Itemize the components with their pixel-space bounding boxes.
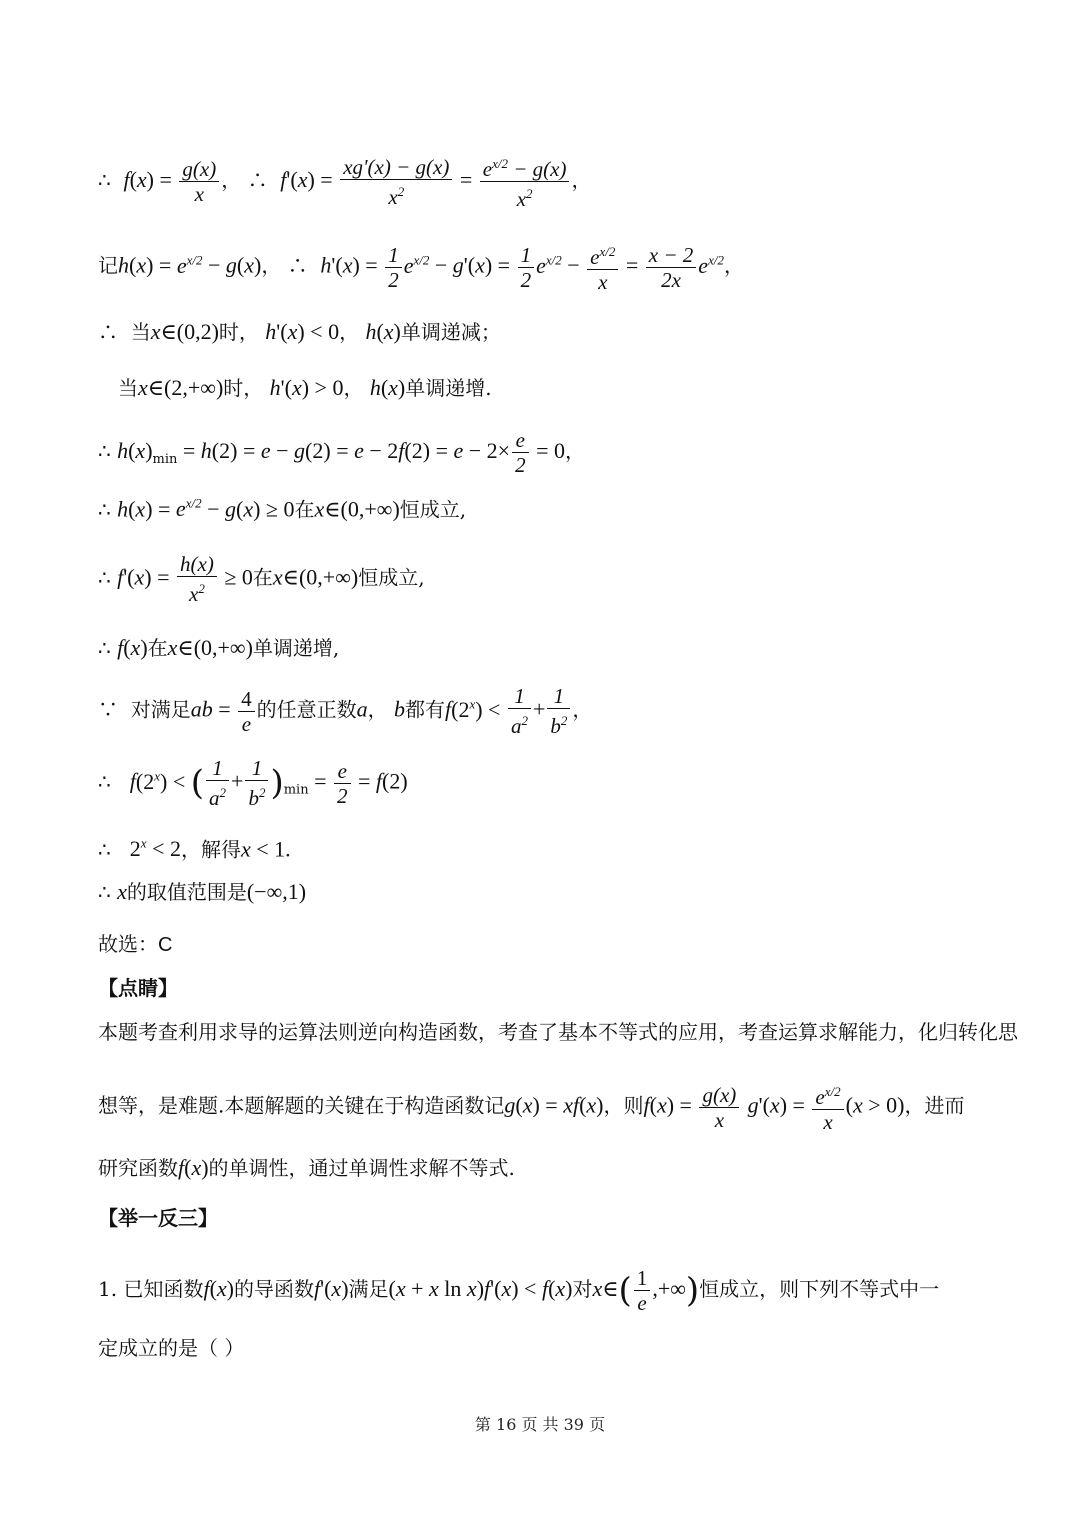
dianjing-text-line-3: 研究函数f(x)的单调性，通过单调性求解不等式. <box>98 1155 515 1180</box>
juyi-heading: 【举一反三】 <box>98 1206 218 1230</box>
solution-line-4: 当x∈(2,+∞)时， h'(x) > 0， h(x)单调递增. <box>118 375 492 400</box>
solution-line-9: ∵ 对满足ab = $\frac{4}{e}$ 的任意正数a， b都有$f(2^x)$ < $\frac{1}{a^2}$ + $\frac{1}{b^2}$ ， <box>98 684 593 738</box>
solution-line-2: 记$h(x) = e^{x/2} - g(x)$， ∴ h'(x) = $\frac{1}{2}$ $e^{x/2} - g'(x)$ = $\frac{1}{2}$ $e^{x/2}$ − $\frac{e^{x/2}}{x}$ = $\frac{x - 2}{2x}$ $e^{x/2}$， <box>98 240 744 294</box>
dianjing-text-line-1: 本题考查利用求导的运算法则逆向构造函数，考查了基本不等式的应用，考查运算求解能力，化归转化思 <box>98 1020 1018 1044</box>
solution-line-12: ∴ x的取值范围是(−∞,1) <box>98 879 307 904</box>
page-footer: 第 16 页 共 39 页 <box>474 1415 606 1434</box>
solution-line-6: ∴ $h(x) = e^{x/2} - g(x) \ge 0$在x∈(0,+∞)恒成立, <box>98 496 467 522</box>
solution-line-11: ∴ $2^x < 2$，解得x < 1. <box>98 836 291 862</box>
dianjing-heading: 【点睛】 <box>98 976 178 1000</box>
solution-line-5: ∴ $h(x)_{min} = h(2) = e - g(2) = e - 2f(2) = e - 2\times$ $\frac{e}{2}$ = 0， <box>98 428 585 477</box>
question-1-line-2: 定成立的是（ ） <box>98 1336 245 1360</box>
solution-line-1: ∴ f(x) = $\frac{g(x)}{x}$ ， ∴ f'(x) = $\frac{xg'(x) - g(x)}{x^2}$ = $\frac{e^{x/2} - g(x)}{x^2}$ ， <box>98 152 591 211</box>
solution-line-7: ∴ f'(x) = $\frac{h(x)}{x^2}$ ≥ 0在x∈(0,+∞)恒成立, <box>98 552 425 606</box>
solution-line-8: ∴ f(x)在x∈(0,+∞)单调递增, <box>98 635 340 660</box>
solution-line-10: ∴ $f(2^x)$ < ( $\frac{1}{a^2}$ + $\frac{1}{b^2}$ )$_{min}$ = $\frac{e}{2}$ = f(2) <box>98 756 408 810</box>
solution-line-3: ∴ 当x∈(0,2)时， h'(x) < 0， h(x)单调递减； <box>98 319 501 344</box>
question-1-line-1: 1. 已知函数f(x)的导函数f'(x)满足(x + x ln x)f'(x) < f(x)对x∈( $\frac{1}{e}$ ,+∞)恒成立，则下列不等式中一 <box>98 1266 940 1315</box>
dianjing-text-line-2: 想等，是难题.本题解题的关键在于构造函数记g(x) = xf(x)，则f(x) = $\frac{g(x)}{x}$ g'(x) = $\frac{e^{x/2}}{x}$ (x > 0)，进而 <box>98 1080 964 1134</box>
answer-line: 故选：C <box>98 934 173 956</box>
